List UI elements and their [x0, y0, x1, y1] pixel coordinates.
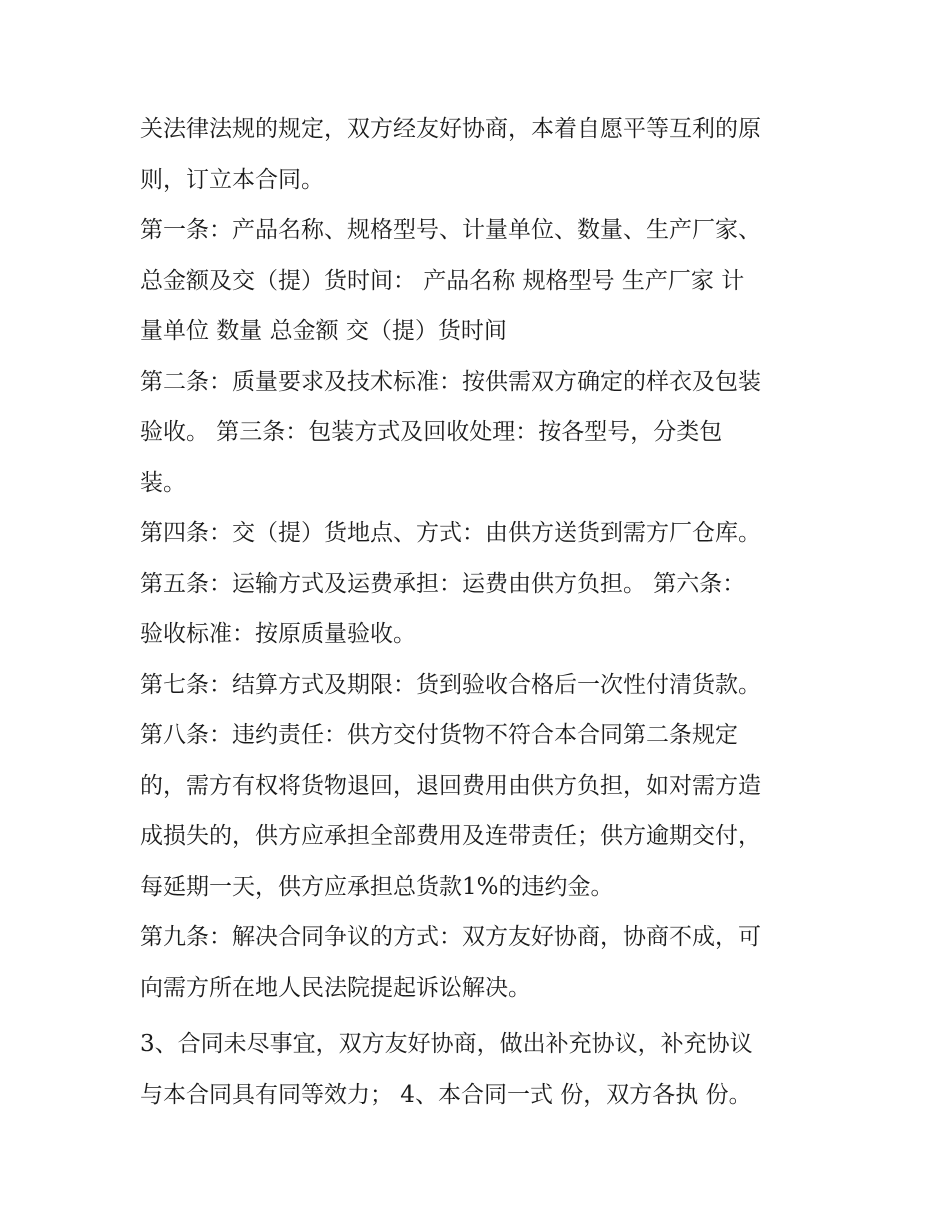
text-line: 装。	[140, 469, 186, 496]
text-line: 第八条：违约责任：供方交付货物不符合本合同第二条规定	[140, 722, 738, 748]
text-line: 的，需方有权将货物退回，退回费用由供方负担，如对需方造	[140, 772, 761, 799]
text-line: 第二条：质量要求及技术标准：按供需双方确定的样衣及包装	[140, 368, 761, 395]
text-line: 验收。 第三条：包装方式及回收处理：按各型号，分类包	[140, 419, 723, 445]
text-line: 量单位 数量 总金额 交（提）货时间	[140, 318, 507, 344]
text-line: 与本合同具有同等效力； 4、本合同一式 份，双方各执 份。	[140, 1081, 752, 1108]
text-line: 第五条：运输方式及运费承担：运费由供方负担。 第六条：	[140, 570, 746, 597]
text-line: 成损失的，供方应承担全部费用及连带责任；供方逾期交付，	[140, 823, 761, 849]
text-line: 总金额及交（提）货时间： 产品名称 规格型号 生产厂家 计	[140, 267, 745, 294]
text-line: 则，订立本合同。	[140, 166, 324, 193]
text-line: 第七条：结算方式及期限：货到验收合格后一次性付清货款。	[140, 671, 761, 698]
text-line: 第四条：交（提）货地点、方式：由供方送货到需方厂仓库。	[140, 520, 761, 546]
text-line: 第九条：解决合同争议的方式：双方友好协商，协商不成，可	[140, 924, 761, 950]
text-line: 验收标准：按原质量验收。	[140, 621, 416, 647]
contract-body-text	[140, 104, 820, 1120]
text-line: 第一条：产品名称、规格型号、计量单位、数量、生产厂家、	[140, 217, 761, 243]
text-line: 向需方所在地人民法院提起诉讼解决。	[140, 974, 531, 1001]
text-line: 关法律法规的规定，双方经友好协商，本着自愿平等互利的原	[140, 116, 761, 142]
text-line: 每延期一天，供方应承担总货款1%的违约金。	[140, 873, 614, 900]
text-line: 3、合同未尽事宜，双方友好协商，做出补充协议，补充协议	[140, 1031, 753, 1057]
